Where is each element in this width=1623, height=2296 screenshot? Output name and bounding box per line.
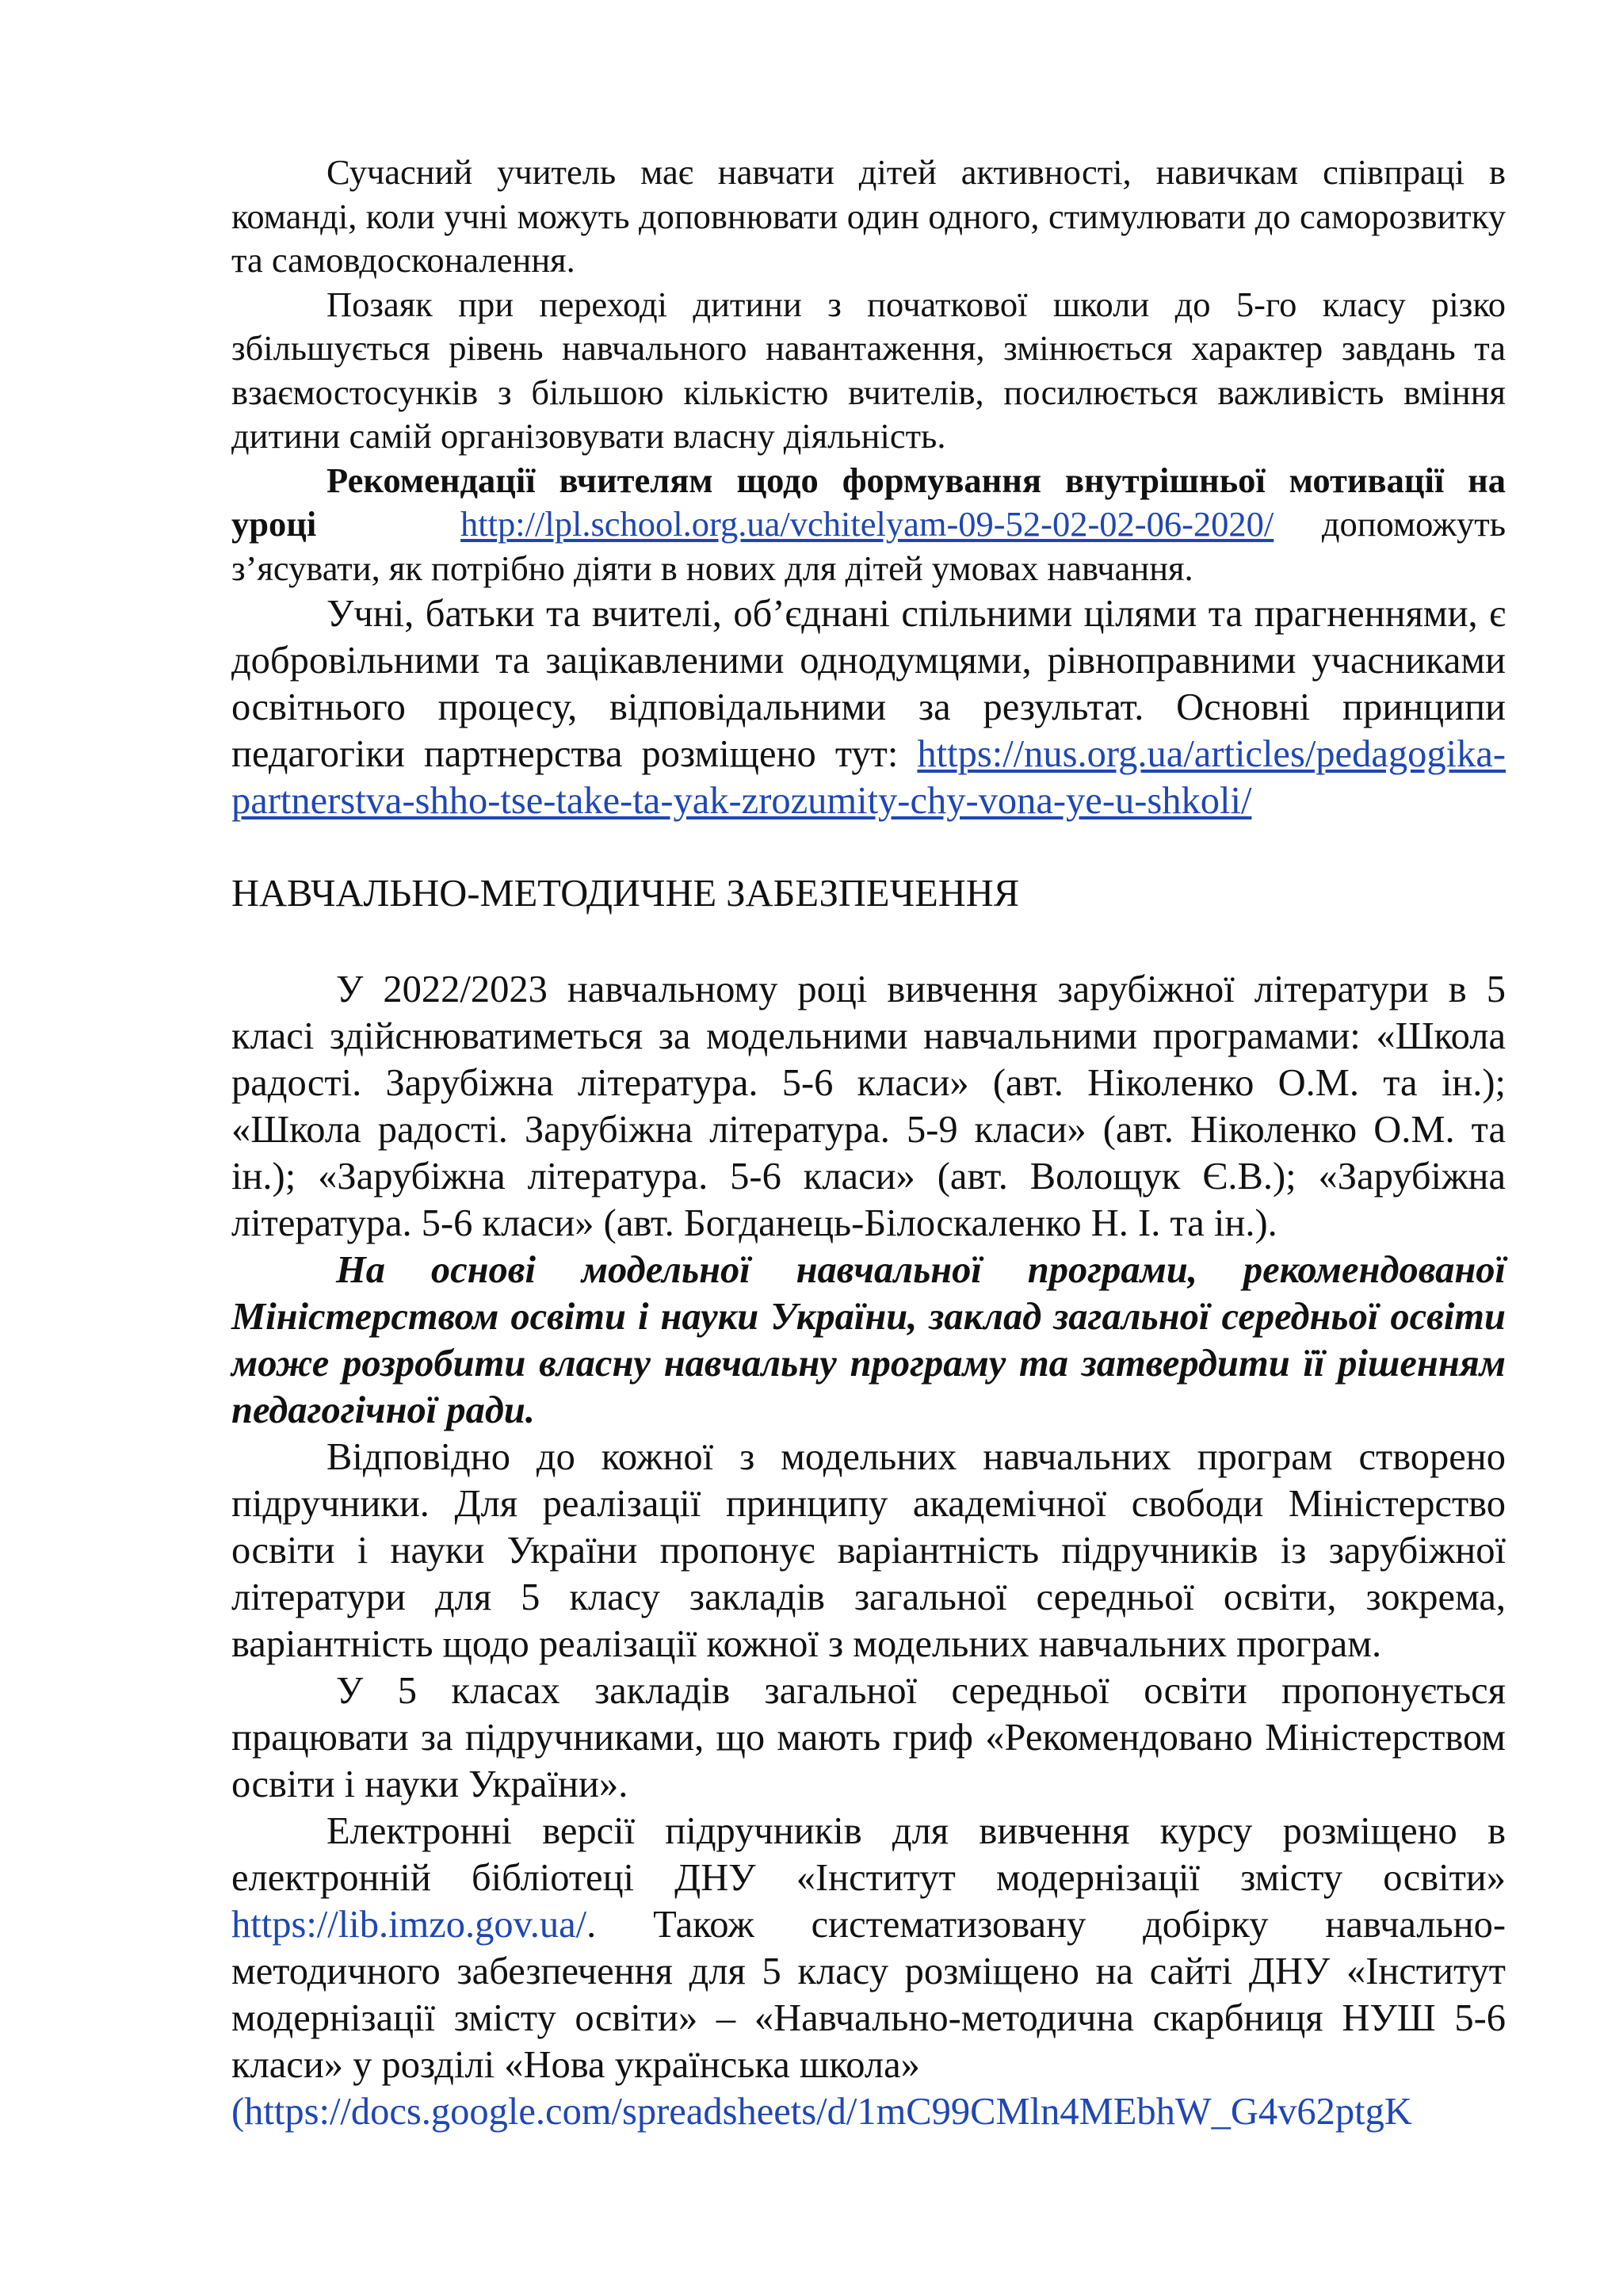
section-heading: НАВЧАЛЬНО-МЕТОДИЧНЕ ЗАБЕЗПЕЧЕННЯ xyxy=(231,873,1020,915)
paragraph-model-programs-text: У 2022/2023 навчальному році вивчення зарубіжної літератури в 5 класі здійснюватиметься за модельними навчальними програмами: «Школа радості. Зарубіжна література. 5-6 класи» (авт. Ніколенко О.М. та ін.); «Школа радості. Зарубіжна література. 5-9 класи» (авт. Ніколенко О.М. та ін.); «Зарубіжна література. 5-6 класи» (авт. Волощук Є.В.); «Зарубіжна література. 5-6 класи» (авт. Богданець-Білоскаленко Н. І. та ін.). xyxy=(231,968,1506,1244)
paragraph-textbooks xyxy=(231,1434,1506,1668)
paragraph-spreadsheet-link xyxy=(231,2088,1506,2135)
recommendations-rest-text: допоможуть з’ясувати, як потрібно діяти в нових для дітей умовах навчання. xyxy=(231,504,1507,588)
spacer xyxy=(231,917,1506,966)
paragraph-electronic-rest-text: . Також систематизовану добірку навчально-методичного забезпечення для 5 класу розміщено на сайті ДНУ «Інститут модернізації змісту освіти» – «Навчально-методична скарбниця НУШ 5-6 класи» у розділі «Нова українська школа» xyxy=(231,1904,1506,2086)
paragraph-own-program xyxy=(231,1247,1506,1434)
library-link[interactable]: https://lib.imzo.gov.ua/ xyxy=(231,1904,587,1946)
recommendations-link[interactable]: http://lpl.school.org.ua/vchitelyam-09-52-02-02-06-2020/ xyxy=(460,504,1274,544)
paragraph-transition-5th-grade xyxy=(231,283,1506,459)
paragraph-own-program-text: На основі модельної навчальної програми, рекомендованої Міністерством освіти і науки України, заклад загальної середньої освіти може розробити власну навчальну програму та затвердити її рішенням педагогічної ради. xyxy=(231,1249,1506,1431)
paragraph-electronic-versions-text: Електронні версії підручників для вивчення курсу розміщено в електронній бібліотеці ДНУ «Інститут модернізації змісту освіти» xyxy=(231,1810,1506,1899)
paragraph-recommended-stamp xyxy=(231,1668,1506,1808)
paragraph-partnership xyxy=(231,590,1506,824)
recommendations-bold-text: Рекомендації вчителям щодо формування внутрішньої мотивації на уроці xyxy=(231,460,1506,544)
paragraph-recommendations xyxy=(231,459,1506,591)
document-body xyxy=(231,151,1506,2135)
paragraph-partnership-text: Учні, батьки та вчителі, об’єднані спільними цілями та прагненнями, є добровільними та зацікавленими однодумцями, рівноправними учасниками освітнього процесу, відповідальними за результат. Основні принципи педагогіки партнерства розміщено тут: xyxy=(231,593,1506,775)
paragraph-electronic-versions xyxy=(231,1808,1506,2088)
partnership-link[interactable]: https://nus.org.ua/articles/pedagogika-partnerstva-shho-tse-take-ta-yak-zrozumity-chy-vona-ye-u-shkoli/ xyxy=(231,733,1506,822)
spacer xyxy=(231,824,1506,870)
paragraph-recommended-stamp-text: У 5 класах закладів загальної середньої освіти пропонується працювати за підручниками, що мають гриф «Рекомендовано Міністерством освіти і науки України». xyxy=(231,1670,1506,1805)
paragraph-textbooks-text: Відповідно до кожної з модельних навчальних програм створено підручники. Для реалізації принципу академічної свободи Міністерство освіти і науки України пропонує варіантність підручників із зарубіжної літератури для 5 класу закладів загальної середньої освіти, зокрема, варіантність щодо реалізації кожної з модельних навчальних програм. xyxy=(231,1436,1506,1665)
spreadsheet-link[interactable]: (https://docs.google.com/spreadsheets/d/1mC99CMln4MEbhW_G4v62ptgK xyxy=(231,2091,1412,2133)
paragraph-modern-teacher xyxy=(231,151,1506,283)
paragraph-modern-teacher-text: Сучасний учитель має навчати дітей активності, навичкам співпраці в команді, коли учні можуть доповнювати один одного, стимулювати до саморозвитку та самовдосконалення. xyxy=(231,152,1506,280)
paragraph-transition-text: Позаяк при переході дитини з початкової школи до 5-го класу різко збільшується рівень навчального навантаження, змінюється характер завдань та взаємостосунків з більшою кількістю вчителів, посилюється важливість вміння дитини самій організовувати власну діяльність. xyxy=(231,284,1506,456)
paragraph-model-programs xyxy=(231,966,1506,1247)
